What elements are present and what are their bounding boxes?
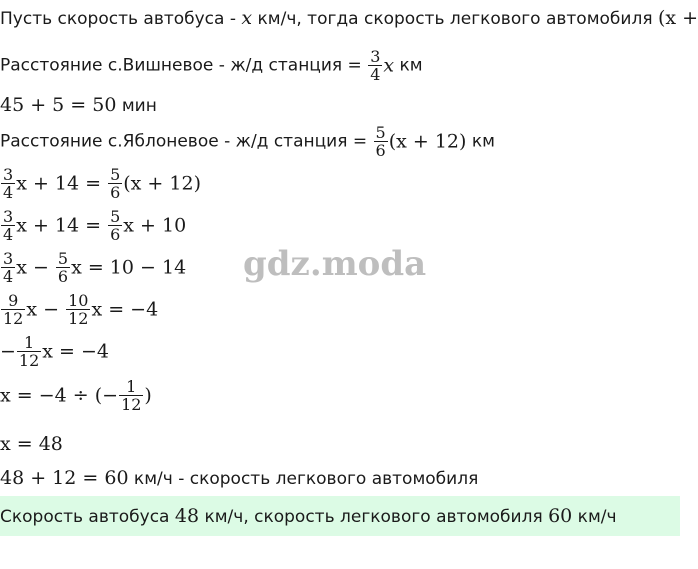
- fraction: [108, 166, 122, 201]
- bus-speed-value: 48: [174, 505, 200, 527]
- fraction-numerator: 3: [370, 47, 381, 66]
- fraction-denominator: 4: [370, 65, 381, 84]
- fraction-denominator: 12: [121, 395, 142, 414]
- fraction: [66, 292, 90, 327]
- time-line: [0, 95, 157, 116]
- expression: ): [144, 384, 152, 407]
- answer-label: Скорость автобуса: [0, 507, 175, 527]
- statement-line-1: [0, 8, 698, 29]
- expression: x = −4: [91, 298, 159, 321]
- fraction-numerator: 5: [57, 249, 69, 268]
- fraction: [1, 166, 15, 201]
- fraction: [374, 124, 388, 159]
- fraction-numerator: 10: [68, 291, 89, 310]
- fraction-numerator: 1: [17, 334, 41, 352]
- fraction-denominator: 12: [3, 309, 24, 328]
- equation-5: [0, 334, 109, 369]
- expression: 48 + 12 = 60: [0, 467, 129, 489]
- fraction-denominator: 6: [110, 183, 121, 202]
- fraction-numerator: 3: [3, 249, 14, 268]
- distance-label: Расстояние с.Яблоневое - ж/д станция =: [0, 131, 373, 152]
- expression: (x +: [657, 7, 698, 29]
- variable-x: x: [383, 54, 395, 77]
- statement-text: Пусть скорость автобуса -: [0, 9, 242, 29]
- equation-3: [0, 250, 186, 285]
- expression: (x + 12): [123, 172, 201, 195]
- fraction: [119, 378, 143, 413]
- expression: x = −4 ÷ (−: [0, 384, 119, 407]
- fraction: [1, 208, 15, 243]
- expression: x = −4: [42, 340, 110, 363]
- equation-6: [0, 378, 152, 413]
- distance-label: Расстояние с.Вишневое - ж/д станция =: [0, 55, 368, 76]
- expression: (x + 12): [388, 130, 467, 153]
- answer-label: км/ч: [572, 507, 617, 527]
- fraction: [108, 208, 122, 243]
- fraction: [368, 48, 382, 83]
- unit-label: км: [466, 131, 495, 152]
- fraction: [1, 250, 15, 285]
- distance-yablonevoe-line: [0, 124, 495, 159]
- fraction-numerator: 9: [1, 292, 25, 310]
- fraction-numerator: 3: [3, 165, 14, 184]
- expression: x + 10: [123, 214, 187, 237]
- distance-vishnevoe-line: [0, 48, 423, 83]
- expression: −: [0, 340, 16, 363]
- unit-label: км: [394, 55, 423, 76]
- fraction-denominator: 4: [3, 225, 14, 244]
- fraction: [1, 292, 25, 327]
- equation-2: [0, 208, 186, 243]
- fraction-denominator: 6: [375, 141, 386, 160]
- fraction-denominator: 12: [18, 351, 40, 370]
- fraction-numerator: 5: [110, 207, 121, 226]
- fraction-denominator: 12: [68, 309, 89, 328]
- fraction-denominator: 4: [3, 267, 14, 286]
- statement-text: км/ч - скорость легкового автомобиля: [128, 469, 479, 489]
- answer-text: [0, 506, 617, 527]
- unit-label: мин: [116, 96, 157, 116]
- equation-4: [0, 292, 158, 327]
- fraction-denominator: 6: [110, 225, 121, 244]
- fraction-numerator: 5: [375, 123, 386, 142]
- expression: x −: [26, 298, 66, 321]
- answer-box: [0, 496, 680, 536]
- expression: x −: [16, 256, 55, 279]
- expression: x + 14 =: [16, 172, 108, 195]
- fraction-numerator: 3: [3, 207, 14, 226]
- expression: x = 48: [0, 433, 63, 455]
- fraction-denominator: 4: [3, 183, 14, 202]
- answer-label: км/ч, скорость легкового автомобиля: [199, 507, 549, 527]
- watermark-logo: gdz.moda: [243, 244, 427, 284]
- fraction-numerator: 1: [119, 378, 143, 396]
- car-speed-value: 60: [548, 505, 573, 527]
- fraction: [17, 334, 41, 369]
- expression: x + 14 =: [16, 214, 108, 237]
- equation-8: [0, 468, 478, 489]
- variable-x: x: [241, 7, 253, 29]
- fraction-numerator: 5: [110, 165, 121, 184]
- expression: 45 + 5 = 50: [0, 94, 117, 116]
- equation-7: [0, 434, 63, 455]
- expression: x = 10 − 14: [71, 256, 187, 279]
- fraction-denominator: 6: [57, 267, 69, 286]
- fraction: [56, 250, 70, 285]
- statement-text: км/ч, тогда скорость легкового автомобиля: [252, 9, 658, 29]
- equation-1: [0, 166, 201, 201]
